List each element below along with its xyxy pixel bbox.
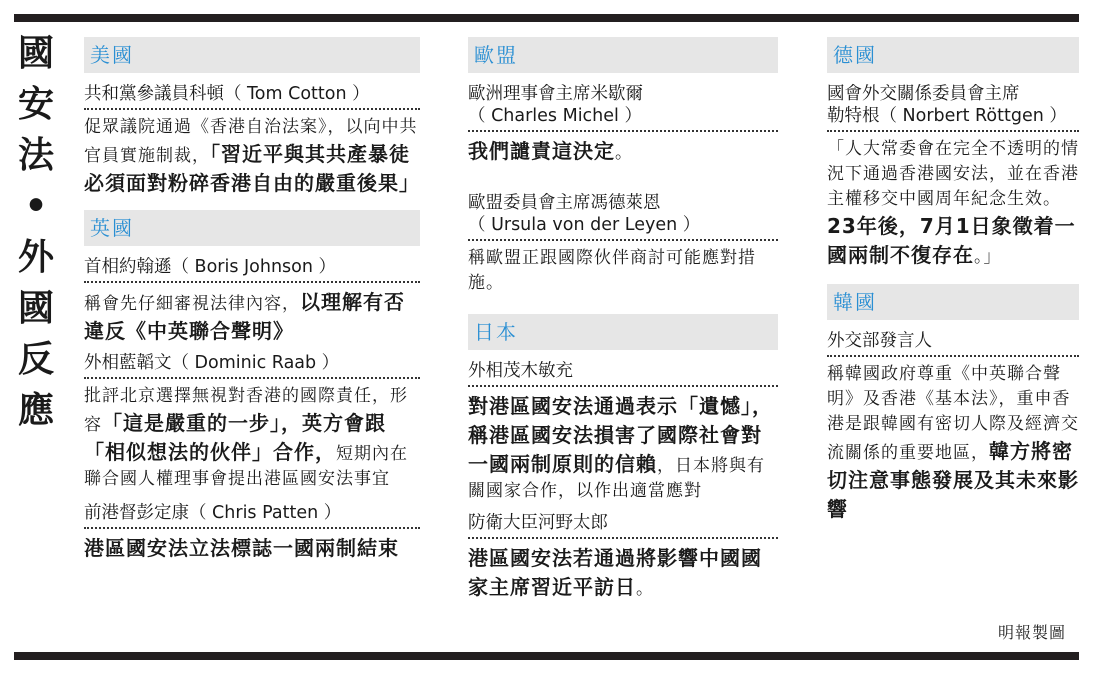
statement-text: ，日本將與有關國家合作，以作出適當應對: [468, 456, 765, 501]
section-header-de: 德國: [827, 37, 1079, 73]
statement: [84, 288, 420, 346]
speaker-name: 外交部發言人: [827, 330, 1079, 357]
statement-text: 短期內在聯合國人權理事會提出港區國安法事宜: [84, 444, 408, 489]
statement: [468, 246, 778, 296]
speaker-name: 共和黨參議員科頓（ Tom Cotton ）: [84, 83, 420, 110]
statement: [468, 392, 778, 504]
section-header-us: 美國: [84, 37, 420, 73]
speaker-name-line: （ Ursula von der Leyen ）: [468, 215, 701, 235]
statement-text: 批評北京選擇無視對香港的國際責任，形容: [84, 386, 408, 435]
title-char: •: [24, 185, 48, 227]
speaker-name: 首相約翰遜（ Boris Johnson ）: [84, 256, 420, 283]
speaker-name: 外相茂木敏充: [468, 360, 778, 387]
statement-bold: 「這是嚴重的一步」，英方會跟「相似想法的伙伴」合作，: [84, 411, 386, 464]
statement-text: 。: [615, 143, 633, 163]
title-char: 國: [17, 32, 54, 74]
vertical-title: [14, 28, 58, 436]
statement-bold: 對港區國安法通過表示「遺憾」，稱港區國安法損害了國際社會對一國兩制原則的信賴: [468, 394, 773, 476]
bottom-rule: [14, 652, 1079, 660]
statement-text: 稱會先仔細審視法律內容，: [84, 294, 300, 314]
statement-text: 稱韓國政府尊重《中英聯合聲明》及香港《基本法》，重申香港是跟韓國有密切人際及經濟交流關係的重要地區，: [827, 364, 1079, 463]
speaker-name-line: 勒特根（ Norbert Röttgen ）: [827, 106, 1067, 126]
title-char: 外: [17, 236, 54, 278]
title-char: 反: [17, 338, 54, 380]
statement-bold: 韓方將密切注意事態發展及其未來影響: [827, 439, 1079, 521]
title-char: 國: [17, 287, 54, 329]
statement-text: 。」: [974, 247, 1002, 267]
column-3: [827, 37, 1079, 524]
top-rule: [14, 14, 1079, 22]
statement-text: 促眾議院通過《香港自治法案》，以向中共官員實施制裁，: [84, 117, 418, 166]
statement-text: 。: [636, 579, 654, 599]
statement: [84, 534, 420, 563]
speaker-name: [468, 83, 778, 132]
section-header-kr: 韓國: [827, 284, 1079, 320]
credit-label: 明報製圖: [998, 623, 1067, 642]
section-header-uk: 英國: [84, 210, 420, 246]
column-1: [84, 37, 420, 563]
speaker-name: [827, 83, 1079, 132]
speaker-name-line: 歐洲理事會主席米歇爾: [468, 84, 643, 104]
statement: [827, 362, 1079, 524]
statement: [84, 384, 420, 492]
statement-bold: 23年後，7月1日象徵着一國兩制不復存在: [827, 214, 1076, 267]
statement-bold: 「習近平與其共產暴徒必須面對粉碎香港自由的嚴重後果」: [84, 142, 420, 195]
speaker-name-line: 國會外交關係委員會主席: [827, 84, 1020, 104]
speaker-name-line: 歐盟委員會主席馮德萊恩: [468, 193, 661, 213]
title-char: 安: [17, 83, 54, 125]
statement: [468, 544, 778, 602]
statement-text: 「人大常委會在完全不透明的情況下通過香港國安法，並在香港主權移交中國周年紀念生效。: [827, 139, 1079, 209]
speaker-name-line: （ Charles Michel ）: [468, 106, 642, 126]
speaker-name: 前港督彭定康（ Chris Patten ）: [84, 502, 420, 529]
statement-bold: 港區國安法若通過將影響中國國家主席習近平訪日: [468, 546, 762, 599]
speaker-name: [468, 192, 778, 241]
statement-bold: 港區國安法立法標誌一國兩制結束: [84, 536, 399, 560]
column-2: [468, 37, 778, 602]
speaker-name: 外相藍韜文（ Dominic Raab ）: [84, 352, 420, 379]
section-header-eu: 歐盟: [468, 37, 778, 73]
statement-bold: 以理解有否違反《中英聯合聲明》: [84, 290, 405, 343]
section-header-jp: 日本: [468, 314, 778, 350]
statement-bold: 我們譴責這決定: [468, 139, 615, 163]
statement: [827, 137, 1079, 270]
statement-text: 稱歐盟正跟國際伙伴商討可能應對措施。: [468, 248, 756, 293]
statement: [84, 115, 420, 198]
speaker-name: 防衛大臣河野太郎: [468, 512, 778, 539]
statement: [468, 137, 778, 166]
title-char: 法: [17, 134, 54, 176]
title-char: 應: [17, 389, 54, 431]
